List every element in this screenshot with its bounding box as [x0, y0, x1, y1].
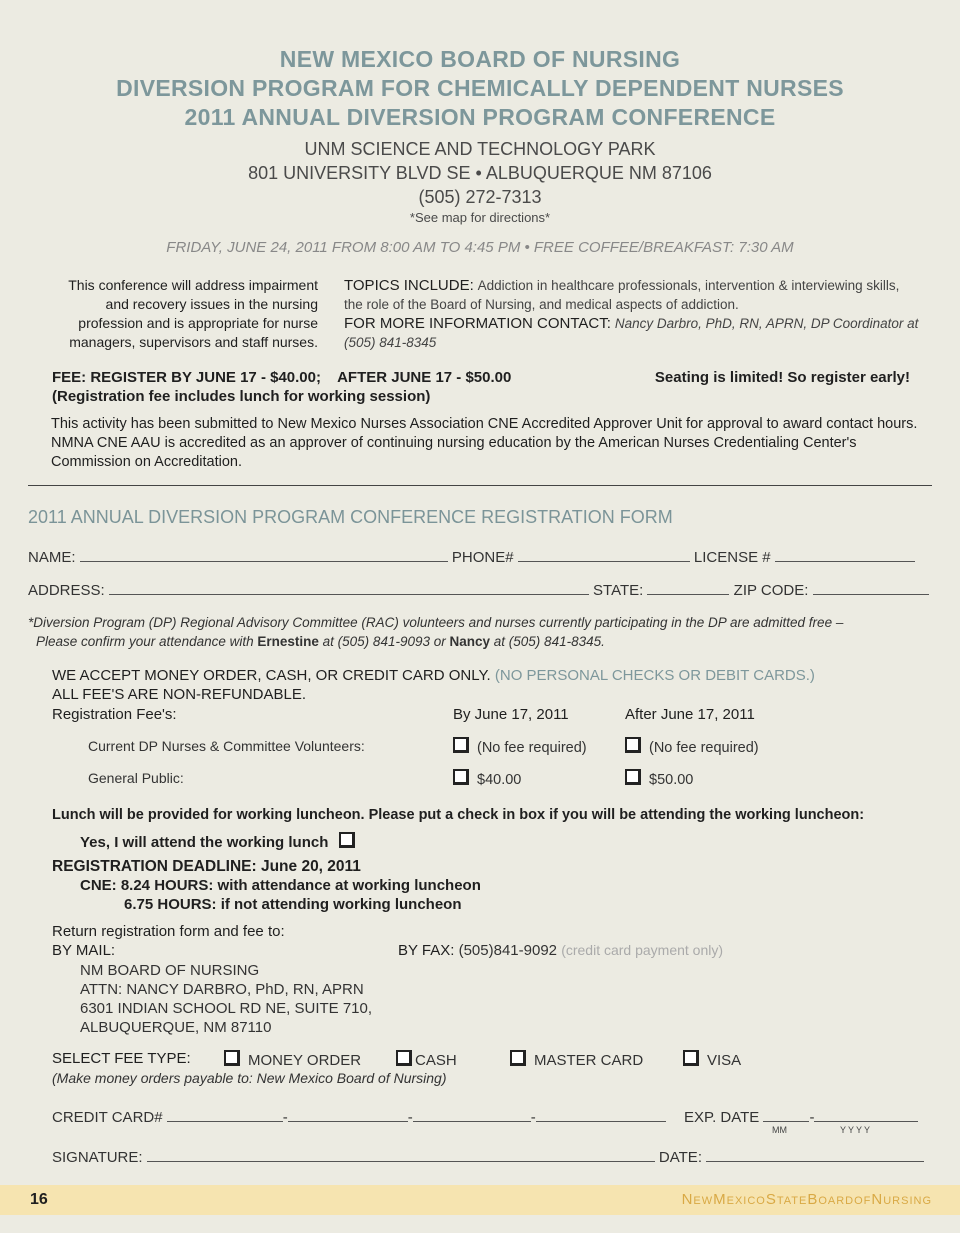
row-public-after[interactable]	[625, 769, 693, 788]
checkbox[interactable]	[625, 737, 641, 753]
row-dp-nurses-after[interactable]	[625, 737, 759, 756]
license-field[interactable]	[775, 547, 915, 562]
zip-field[interactable]	[813, 580, 929, 595]
fee-type-label-text: MASTER CARD	[534, 1052, 644, 1069]
address-field[interactable]	[109, 580, 589, 595]
venue-phone: (505) 272-7313	[418, 187, 542, 207]
yyyy-hint: YYYY	[840, 1125, 873, 1135]
dp-note-2	[36, 634, 605, 649]
name-row	[28, 547, 918, 566]
mm-hint: MM	[772, 1125, 787, 1135]
event-datetime: FRIDAY, JUNE 24, 2011 FROM 8:00 AM TO 4:45 PM • FREE COFFEE/BREAKFAST: 7:30 AM	[166, 239, 794, 256]
checkbox[interactable]	[396, 1050, 412, 1066]
fee-type-master-card[interactable]	[510, 1050, 643, 1069]
map-note: *See map for directions*	[409, 210, 551, 225]
dp-note-2c: at (505) 841-9093 or	[318, 634, 450, 649]
address-row	[28, 580, 918, 599]
fee-option-label: (No fee required)	[477, 740, 587, 756]
fee-type-cash[interactable]	[396, 1050, 457, 1069]
mail-line: ALBUQUERQUE, NM 87110	[80, 1019, 272, 1036]
fee-line-2: (Registration fee includes lunch for working session)	[52, 388, 431, 405]
accept-note: (NO PERSONAL CHECKS OR DEBIT CARDS.)	[494, 667, 815, 684]
fee-type-label-text: CASH	[415, 1052, 457, 1069]
date-label: DATE:	[658, 1149, 702, 1166]
fee-type-label: SELECT FEE TYPE:	[52, 1050, 191, 1067]
accept-line	[52, 667, 815, 684]
state-label: STATE:	[593, 582, 644, 599]
fee-option-label: (No fee required)	[649, 740, 759, 756]
signature-label: SIGNATURE:	[52, 1149, 143, 1166]
col-after-june: After June 17, 2011	[625, 706, 755, 723]
dp-note-nancy: Nancy	[449, 634, 491, 649]
header-title-3: 2011 ANNUAL DIVERSION PROGRAM CONFERENCE	[184, 104, 776, 130]
nonrefund-text: ALL FEE'S ARE NON-REFUNDABLE.	[52, 686, 307, 703]
state-field[interactable]	[647, 580, 729, 595]
row-dp-nurses-label: Current DP Nurses & Committee Volunteers:	[88, 738, 365, 754]
mail-line: 6301 INDIAN SCHOOL RD NE, SUITE 710,	[80, 1000, 373, 1017]
checkbox[interactable]	[625, 769, 641, 785]
fee-option-label: $40.00	[477, 772, 522, 788]
form-title: 2011 ANNUAL DIVERSION PROGRAM CONFERENCE REGISTRATION FORM	[28, 507, 673, 527]
cne-line-2: 6.75 HOURS: if not attending working luncheon	[124, 896, 462, 913]
mail-address	[80, 961, 372, 1037]
fax-number: (505)841-9092	[458, 942, 558, 959]
row-public-by[interactable]	[453, 769, 521, 788]
license-label: LICENSE #	[693, 549, 771, 566]
header-title-1: NEW MEXICO BOARD OF NURSING	[279, 46, 681, 72]
by-mail-label: BY MAIL:	[52, 942, 116, 959]
checkbox[interactable]	[683, 1050, 699, 1066]
topics-block	[344, 276, 919, 352]
fee-type-label-text: VISA	[707, 1052, 742, 1069]
fee-line-1: FEE: REGISTER BY JUNE 17 - $40.00; AFTER JUNE 17 - $50.00	[52, 369, 512, 386]
dp-note-2e: at (505) 841-8345.	[490, 634, 605, 649]
fax-note: (credit card payment only)	[561, 942, 724, 958]
page-number: 16	[30, 1191, 48, 1208]
checkbox[interactable]	[224, 1050, 240, 1066]
topics-text: Addiction in healthcare professionals, intervention & interviewing skills, the role of the Board of Nursing, and medical aspects of addiction.	[344, 278, 900, 312]
checkbox[interactable]	[453, 737, 469, 753]
lunch-yes-row[interactable]	[80, 832, 363, 851]
seating-note: Seating is limited! So register early!	[654, 369, 910, 386]
name-field[interactable]	[80, 547, 448, 562]
lunch-checkbox[interactable]	[339, 832, 355, 848]
lunch-yes-label: Yes, I will attend the working lunch	[80, 834, 329, 851]
col-by-june: By June 17, 2011	[453, 706, 569, 723]
deadline-text: REGISTRATION DEADLINE: June 20, 2011	[52, 858, 361, 875]
reg-fees-label: Registration Fee's:	[52, 706, 177, 723]
intro-text: This conference will address impairment and recovery issues in the nursing profession and is appropriate for nurse managers, supervisors and staff nurses.	[68, 277, 318, 350]
topics-label: TOPICS INCLUDE:	[344, 277, 474, 294]
fee-option-label: $50.00	[649, 772, 694, 788]
fee-type-visa[interactable]	[683, 1050, 741, 1069]
mail-line: ATTN: NANCY DARBRO, PhD, RN, APRN	[80, 981, 364, 998]
phone-field[interactable]	[518, 547, 690, 562]
exp-month-field[interactable]	[763, 1107, 809, 1122]
row-public-label: General Public:	[88, 770, 184, 786]
phone-label: PHONE#	[451, 549, 514, 566]
exp-date-label: EXP. DATE	[684, 1109, 760, 1126]
dp-note-ernestine: Ernestine	[257, 634, 319, 649]
mail-line: NM BOARD OF NURSING	[80, 962, 260, 979]
row-dp-nurses-by[interactable]	[453, 737, 587, 756]
contact-text: Nancy Darbro, PhD, RN, APRN, DP Coordinator at (505) 841-8345	[344, 316, 919, 350]
checkbox[interactable]	[453, 769, 469, 785]
credit-card-label: CREDIT CARD#	[52, 1109, 163, 1126]
dp-note-2a: Please confirm your attendance with	[36, 634, 258, 649]
header-title-2: DIVERSION PROGRAM FOR CHEMICALLY DEPENDENT NURSES	[116, 75, 844, 101]
lunch-text: Lunch will be provided for working luncheon. Please put a check in box if you will be attending the working luncheon:	[52, 807, 865, 823]
credit-card-row: CREDIT CARD# - - -	[52, 1107, 666, 1126]
signature-field[interactable]	[147, 1147, 655, 1162]
divider	[28, 485, 932, 486]
contact-label: FOR MORE INFORMATION CONTACT:	[344, 315, 611, 332]
cc-field-1[interactable]	[167, 1107, 283, 1122]
signature-row	[52, 1147, 924, 1166]
cc-field-4[interactable]	[536, 1107, 666, 1122]
venue-address: 801 UNIVERSITY BLVD SE • ALBUQUERQUE NM 87106	[248, 163, 712, 183]
payable-note: (Make money orders payable to: New Mexico Board of Nursing)	[52, 1070, 447, 1086]
fee-type-label-text: MONEY ORDER	[248, 1052, 362, 1069]
name-label: NAME:	[28, 549, 76, 566]
footer-org: NewMexicoStateBoardofNursing	[681, 1191, 932, 1208]
exp-date-row: EXP. DATE -	[684, 1107, 918, 1126]
cc-field-3[interactable]	[413, 1107, 531, 1122]
by-fax-row	[398, 942, 723, 959]
dp-note-1: *Diversion Program (DP) Regional Advisory Committee (RAC) volunteers and nurses currently participating in the DP are admitted free –	[28, 615, 844, 630]
checkbox[interactable]	[510, 1050, 526, 1066]
cne-line-1: CNE: 8.24 HOURS: with attendance at working luncheon	[80, 877, 481, 894]
return-text: Return registration form and fee to:	[52, 923, 285, 940]
accept-text: WE ACCEPT MONEY ORDER, CASH, OR CREDIT CARD ONLY.	[52, 667, 491, 684]
exp-year-field[interactable]	[814, 1107, 918, 1122]
address-label: ADDRESS:	[28, 582, 105, 599]
accreditation-text: This activity has been submitted to New Mexico Nurses Association CNE Accredited Approver Unit for approval to award contact hours. NMNA CNE AAU is accredited as an approver of continuing nursing education by the American Nurses Credentialing Center's Commission on Accreditation.	[51, 416, 918, 470]
fee-type-money-order[interactable]	[224, 1050, 361, 1069]
cc-field-2[interactable]	[288, 1107, 408, 1122]
by-fax-label: BY FAX:	[398, 942, 455, 959]
venue-name: UNM SCIENCE AND TECHNOLOGY PARK	[304, 139, 656, 159]
date-field[interactable]	[706, 1147, 924, 1162]
zip-label: ZIP CODE:	[733, 582, 809, 599]
